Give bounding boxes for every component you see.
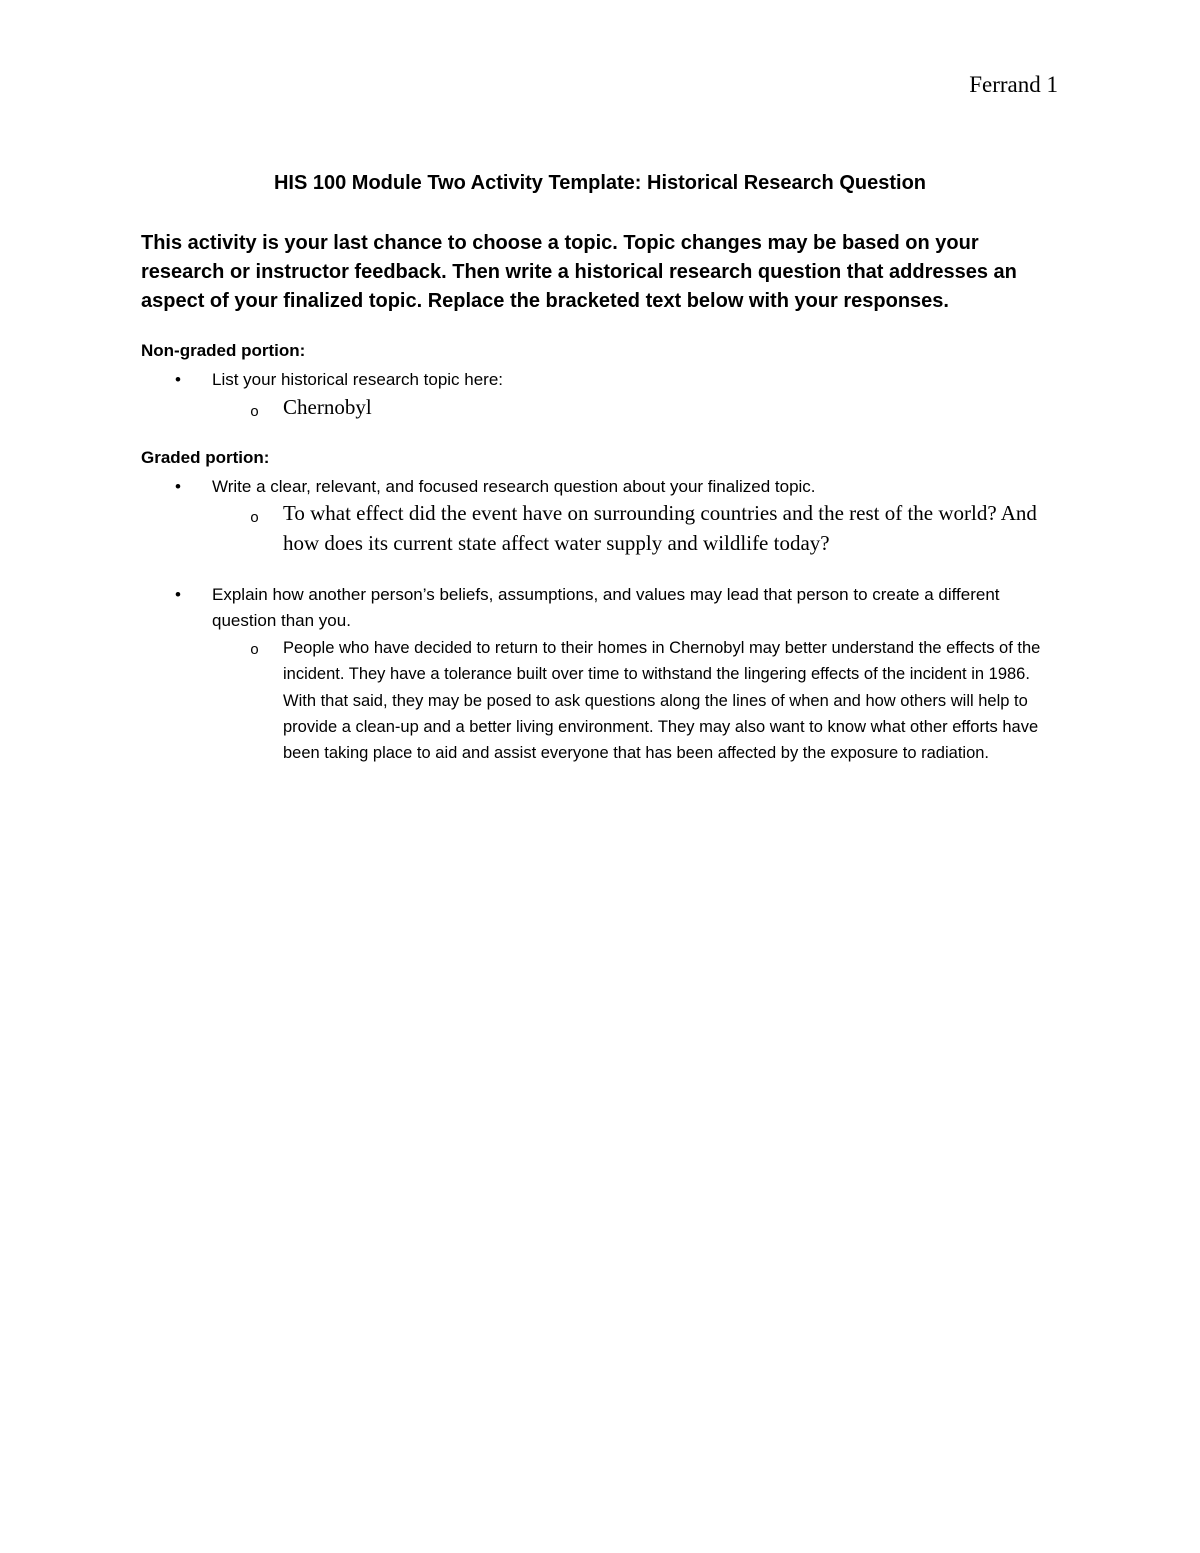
perspective-answer: People who have decided to return to their homes in Chernobyl may better understand the effects of the incident. They have a tolerance built over time to withstand the lingering effects of the incident in 1986. With that said, they may be posed to ask questions along the lines of when and how others will help to provide a clean-up and a better living environment. They may also want to know what other efforts have been taking place to aid and assist everyone that has been affected by the exposure to radiation. <box>283 639 1041 763</box>
sub-bullet-marker: o <box>250 404 260 421</box>
perspective-answer-row <box>250 635 1060 766</box>
graded-bullet-1 <box>172 474 1052 500</box>
topic-answer: Chernobyl <box>283 395 372 419</box>
research-question-answer-row <box>250 498 1060 558</box>
topic-answer-row <box>250 392 1060 422</box>
bullet-marker: • <box>175 370 181 389</box>
sub-bullet-marker: o <box>250 642 260 659</box>
non-graded-bullet-1 <box>172 367 1052 393</box>
research-question-prompt: Write a clear, relevant, and focused research question about your finalized topic. <box>212 477 816 496</box>
research-question-answer: To what effect did the event have on surrounding countries and the rest of the world? And how does its current state affect water supply and wildlife today? <box>283 501 1037 555</box>
non-graded-label: Non-graded portion: <box>141 341 306 360</box>
bullet-marker: • <box>175 585 181 604</box>
bullet-marker: • <box>175 477 181 496</box>
topic-prompt: List your historical research topic here: <box>212 370 504 389</box>
intro-paragraph: This activity is your last chance to choose a topic. Topic changes may be based on your research or instructor feedback. Then write a historical research question that addresses an aspect of your finalized topic. Replace the bracketed text below with your responses. <box>141 232 1017 312</box>
sub-bullet-marker: o <box>250 510 260 527</box>
graded-bullet-2 <box>172 582 1052 634</box>
perspective-prompt: Explain how another person’s beliefs, assumptions, and values may lead that person to create a different question than you. <box>212 585 1000 630</box>
document-title: HIS 100 Module Two Activity Template: Historical Research Question <box>273 172 926 194</box>
graded-label: Graded portion: <box>141 448 270 467</box>
page-header-label: Ferrand 1 <box>969 72 1058 97</box>
